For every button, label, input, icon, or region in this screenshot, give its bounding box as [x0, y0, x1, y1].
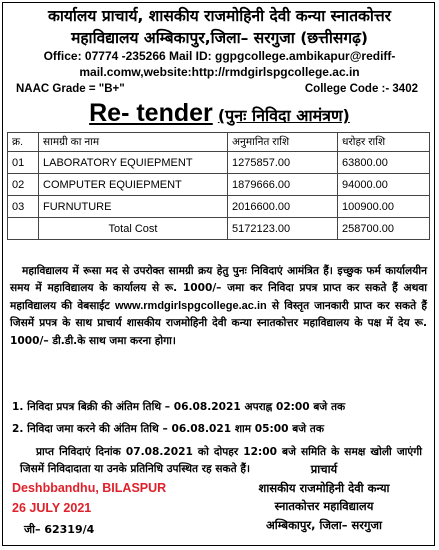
college-code: College Code :- 3402: [304, 83, 418, 95]
title-english: Re- tender: [89, 99, 213, 127]
signature-line2: शासकीय राजमोहिनी देवी कन्या: [258, 480, 390, 495]
row-deposit: 63800.00: [338, 152, 430, 174]
signature-line1: प्राचार्य: [310, 462, 338, 476]
signature-line4: अम्बिकापुर, जिला– सरगुजा: [266, 517, 382, 532]
row-item: COMPUTER EQUIEPMENT: [39, 174, 228, 196]
signature-line3: स्नातकोत्तर महाविद्यालय: [274, 499, 374, 513]
row-estimate: 2016600.00: [228, 196, 338, 218]
title-hindi: (पुनः निविदा आमंत्रण): [217, 106, 350, 125]
naac-grade: NAAC Grade = "B+": [16, 83, 125, 95]
publication-date: 26 JULY 2021: [12, 501, 92, 515]
row-estimate: 1275857.00: [228, 152, 338, 174]
table-header-row: [8, 133, 430, 152]
email-website-line: mail.comw,website:http://rmdgirlspgcollege.ac.in: [79, 65, 360, 79]
newspaper-name: Deshbbandhu, BILASPUR: [12, 481, 167, 495]
reference-number: जी– 62319/4: [24, 523, 95, 536]
row-deposit: 94000.00: [338, 174, 430, 196]
table-total-row: [8, 218, 430, 240]
total-label: Total Cost: [39, 218, 228, 240]
deadline-submission: 2. निविदा जमा करने की अंतिम तिथि – 06.08.021 शाम 05:00 बजे तक: [12, 423, 324, 435]
total-blank: [8, 218, 39, 240]
contact-line: Office: 07774 -235266 Mail ID: ggpgcollege.ambikapur@rediff-: [43, 49, 396, 63]
website-link: www.rmdgirlspgcollege.ac.in: [114, 299, 267, 312]
row-deposit: 100900.00: [338, 196, 430, 218]
signature-block: [224, 460, 424, 534]
tender-items-table: [7, 132, 430, 240]
col-header-deposit: धरोहर राशि: [338, 133, 430, 152]
table-row: [8, 196, 430, 218]
row-serial: 02: [8, 174, 39, 196]
row-item: LABORATORY EQUIEPMENT: [39, 152, 228, 174]
row-estimate: 1879666.00: [228, 174, 338, 196]
col-header-item: सामग्री का नाम: [39, 133, 228, 152]
row-item: FURNUTURE: [39, 196, 228, 218]
office-heading-line1: कार्यालय प्राचार्य, शासकीय राजमोहिनी देवी कन्या स्नातकोत्तर: [48, 7, 391, 25]
notice-title: [0, 99, 439, 128]
row-serial: 01: [8, 152, 39, 174]
notice-paragraph: [10, 263, 427, 350]
table-row: [8, 174, 430, 196]
table-row: [8, 152, 430, 174]
paragraph-text-rest: से विस्तृत जानकारी प्राप्त कर सकते हैं जिसमें प्रपत्र के साथ प्राचार्य शासकीय राजमोहिनी देवी कन्या स्नातकोत्तर महाविद्यालय के पक्ष में देय रू. 1000/– डी.डी.के साथ जमा करना होगा।: [10, 299, 427, 347]
col-header-serial: क्र.: [8, 133, 39, 152]
col-header-estimate: अनुमानित राशि: [228, 133, 338, 152]
total-deposit: 258700.00: [338, 218, 430, 240]
total-estimate: 5172123.00: [228, 218, 338, 240]
deadline-sale: 1. निविदा प्रपत्र बिक्री की अंतिम तिथि – 06.08.2021 अपराह्न 02:00 बजे तक: [12, 401, 346, 413]
office-heading-line2: महाविद्यालय अम्बिकापुर,जिला– सरगुजा (छत्तीसगढ़): [71, 29, 368, 47]
row-serial: 03: [8, 196, 39, 218]
opening-text: प्राप्त निविदाएं दिनांक 07.08.2021 को दोपहर 12:00 बजे समिति के समक्ष खोली जाएंगी जिसमें निविदादाता या उनके प्रतिनिधि उपस्थित रह सकते हैं।: [20, 446, 422, 475]
paragraph-text: महाविद्यालय में रूसा मद से उपरोक्त सामग्री क्रय हेतु पुनः निविदाएं आमंत्रित हैं। इच्छुक फर्म कार्यालयीन समय में महाविद्यालय के कार्यालय से रू. 1000/– जमा कर निविदा प्रपत्र प्राप्त कर सकते हैं अथवा महाविद्यालय की वेबसाईट: [10, 265, 427, 312]
